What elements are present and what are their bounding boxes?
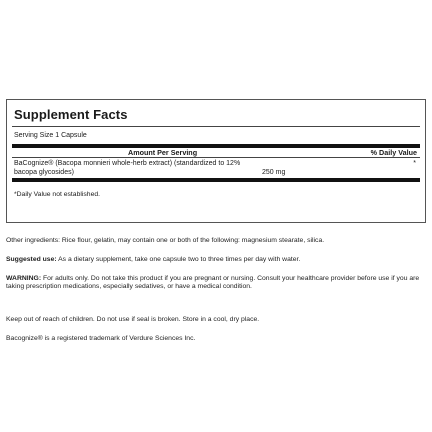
- ingredient-name: BaCognize® (Bacopa monnieri whole-herb extract) (standardized to 12% bacopa glycosides): [14, 160, 241, 176]
- warning-text: For adults only. Do not take this product if you are pregnant or nursing. Consult your healthcare provider before use if you are taking prescription medications, especially sedatives, or have a medical condition.: [6, 275, 420, 290]
- warning-label: WARNING:: [6, 275, 42, 282]
- column-header-row: [12, 148, 420, 157]
- ingredient-daily-value: *: [413, 160, 416, 167]
- suggested-use-text: As a dietary supplement, take one capsule two to three times per day with water.: [56, 256, 301, 263]
- suggested-use: [6, 256, 426, 264]
- other-ingredients: [6, 237, 426, 245]
- title-divider: [12, 126, 420, 127]
- ingredient-divider: [12, 178, 420, 182]
- storage-text: Keep out of reach of children. Do not use if seal is broken. Store in a cool, dry place.: [6, 316, 260, 323]
- daily-value-footnote: *Daily Value not established.: [14, 191, 101, 198]
- trademark-notice: [6, 335, 426, 343]
- daily-value-header: % Daily Value: [370, 148, 417, 157]
- suggested-use-label: Suggested use:: [6, 256, 57, 263]
- supplement-facts-panel: [6, 99, 426, 223]
- warning: [6, 275, 426, 291]
- supplement-facts-title: Supplement Facts: [14, 107, 128, 122]
- serving-size: Serving Size 1 Capsule: [14, 132, 87, 139]
- ingredient-amount: 250 mg: [262, 169, 286, 176]
- storage-instructions: [6, 316, 426, 324]
- amount-per-serving-header: Amount Per Serving: [128, 148, 198, 157]
- other-ingredients-text: Other ingredients: Rice flour, gelatin, may contain one or both of the following: magnesium stearate, silica.: [6, 237, 325, 244]
- trademark-text: Bacognize® is a registered trademark of Verdure Sciences Inc.: [6, 335, 196, 342]
- ingredient-row: [12, 158, 420, 178]
